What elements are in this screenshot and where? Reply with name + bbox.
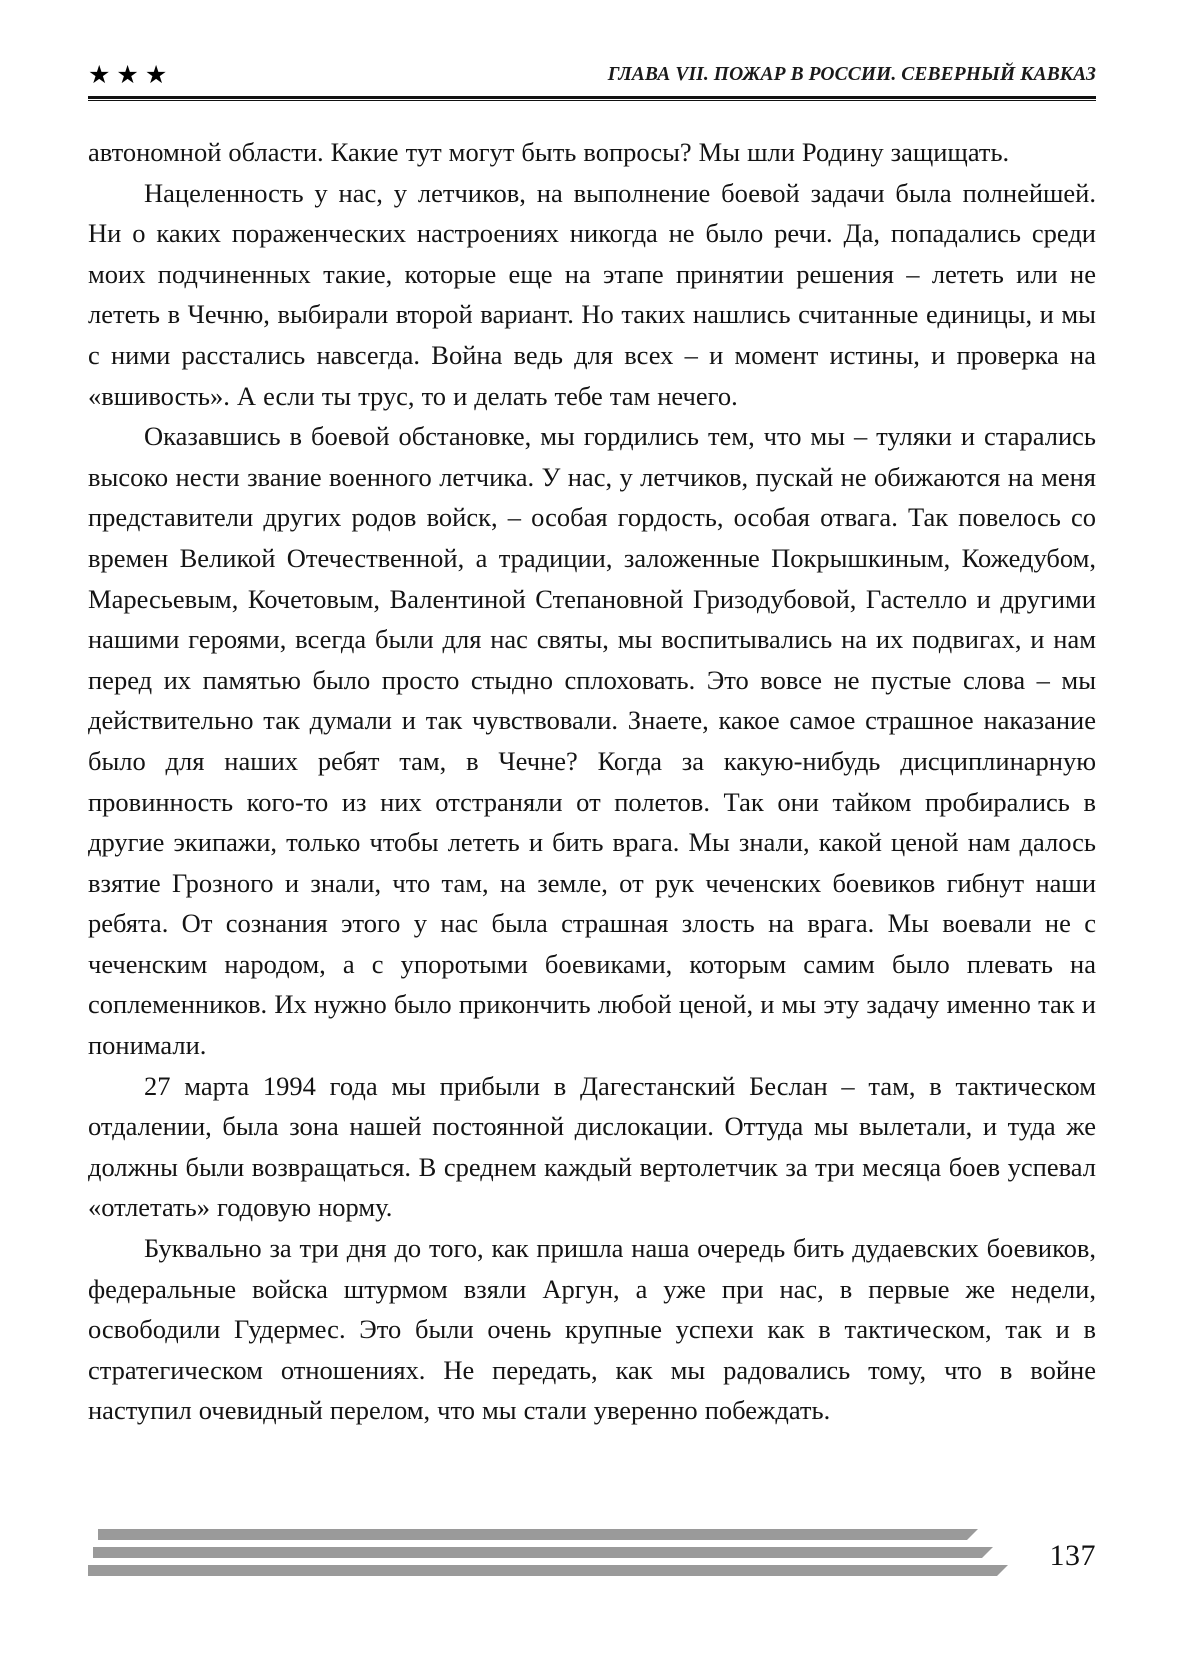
body-text-column — [88, 132, 1096, 1431]
footer-bar — [93, 1547, 993, 1558]
header-divider — [88, 96, 1096, 101]
star-decoration — [88, 63, 167, 88]
paragraph: Оказавшись в боевой обстановке, мы гордились тем, что мы – туляки и старались высоко нести звание военного летчика. У нас, у летчиков, пускай не обижаются на меня представители других родов войск, – особая гордость, особая отвага. Так повелось со времен Великой Отечественной, а традиции, заложенные Покрышкиным, Кожедубом, Маресьевым, Кочетовым, Валентиной Степановной Гризодубовой, Гастелло и другими нашими героями, всегда были для нас святы, мы воспитывались на их подвигах, и нам перед их памятью было просто стыдно сплоховать. Это вовсе не пустые слова – мы действительно так думали и так чувствовали. Знаете, какое самое страшное наказание было для наших ребят там, в Чечне? Когда за какую-нибудь дисциплинарную провинность кого-то из них отстраняли от полетов. Так они тайком пробирались в другие экипажи, только чтобы лететь и бить врага. Мы знали, какой ценой нам далось взятие Грозного и знали, что там, на земле, от рук чеченских боевиков гибнут наши ребята. От сознания этого у нас была страшная злость на врага. Мы воевали не с чеченским народом, а с упоротыми боевиками, которым самим было плевать на соплеменников. Их нужно было прикончить любой ценой, и мы эту задачу именно так и понимали. — [88, 421, 1096, 1061]
footer-bar — [98, 1529, 978, 1540]
paragraph: 27 марта 1994 года мы прибыли в Дагестанский Беслан – там, в тактическом отдалении, была зона нашей постоянной дислокации. Оттуда мы вылетали, и туда же должны были возвращаться. В среднем каждый вертолетчик за три месяца боев успевал «отлетать» годовую норму. — [88, 1070, 1096, 1223]
header-divider-thin-line — [88, 100, 1096, 101]
paragraph: Буквально за три дня до того, как пришла наша очередь бить дудаевских боевиков, федеральные войска штурмом взяли Аргун, а уже при нас, в первые же недели, освободили Гудермес. Это были очень крупные успехи как в тактическом, так и в стратегическом отношениях. Не передать, как мы радовались тому, что в войне наступил очевидный перелом, что мы стали уверенно побеждать. — [88, 1233, 1096, 1426]
footer-bar — [88, 1565, 1008, 1576]
page-number: 137 — [1049, 1539, 1096, 1572]
running-head — [88, 52, 1096, 98]
chapter-running-title: ГЛАВА VII. ПОЖАР В РОССИИ. СЕВЕРНЫЙ КАВКАЗ — [607, 64, 1096, 85]
header-divider-thick-line — [88, 96, 1096, 99]
star-icon: ★ — [88, 61, 111, 89]
star-icon: ★ — [116, 61, 139, 89]
star-icon: ★ — [144, 61, 168, 89]
paragraph: автономной области. Какие тут могут быть вопросы? Мы шли Родину защищать. — [88, 137, 1010, 167]
footer-bar-decoration — [88, 1525, 1096, 1577]
paragraph: Нацеленность у нас, у летчиков, на выполнение боевой задачи была полнейшей. Ни о каких пораженческих настроениях никогда не было речи. Да, попадались среди моих подчиненных такие, которые еще на этапе принятии решения – лететь или не лететь в Чечню, выбирали второй вариант. Но таких нашлись считанные единицы, и мы с ними расстались навсегда. Война ведь для всех – и момент истины, и проверка на «вшивость». А если ты трус, то и делать тебе там нечего. — [88, 177, 1096, 411]
page-footer — [88, 1525, 1096, 1585]
